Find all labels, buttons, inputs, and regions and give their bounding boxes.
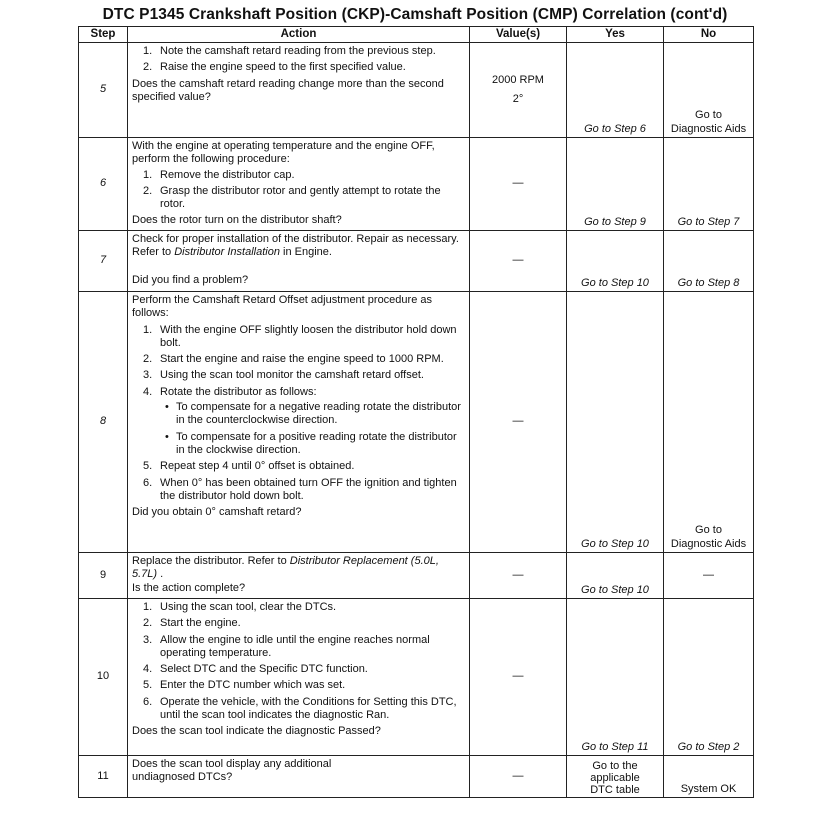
bullet-list [160, 401, 465, 457]
step-question: Does the rotor turn on the distributor shaft? [132, 214, 342, 227]
procedure-list [132, 45, 465, 75]
step-intro: Perform the Camshaft Retard Offset adjustment procedure as follows: [132, 294, 432, 320]
value-cell: — [470, 292, 567, 553]
step-number: 10 [79, 599, 128, 756]
procedure-item: 6. Operate the vehicle, with the Conditions for Setting this DTC, until the scan tool indicates the diagnostic Ran. [143, 695, 457, 722]
step-question: Does the scan tool indicate the diagnostic Passed? [132, 725, 381, 738]
procedure-item: 3. Using the scan tool monitor the camshaft retard offset. [143, 369, 424, 382]
header-no: No [664, 27, 754, 43]
value-cell: — [470, 756, 567, 798]
action-cell [128, 231, 470, 292]
reference-link: Distributor Installation [174, 246, 280, 259]
action-cell [128, 553, 470, 599]
yes-result: Go to Step 9 [567, 138, 664, 231]
procedure-item: 4. Select DTC and the Specific DTC function. [143, 663, 368, 676]
yes-result: Go to Step 10 [567, 553, 664, 599]
procedure-list [132, 324, 465, 504]
procedure-item: 6. When 0° has been obtained turn OFF the ignition and tighten the distributor hold down bolt. [143, 476, 457, 502]
step-row-9 [79, 553, 754, 599]
no-result: Go to Diagnostic Aids [664, 292, 754, 553]
step-question: Is the action complete? [132, 581, 246, 594]
value-cell: — [470, 138, 567, 231]
value-cell [470, 43, 567, 138]
procedure-item: 1. With the engine OFF slightly loosen the distributor hold down bolt. [143, 323, 457, 349]
no-result: Go to Step 2 [664, 599, 754, 756]
step-number: 9 [79, 553, 128, 599]
procedure-item: 3. Allow the engine to idle until the engine reaches normal operating temperature. [143, 633, 430, 659]
step-number: 11 [79, 756, 128, 798]
dtc-table [78, 26, 754, 798]
procedure-list [132, 601, 465, 722]
header-values: Value(s) [470, 27, 567, 43]
procedure-item: 1. Using the scan tool, clear the DTCs. [143, 601, 337, 613]
no-result: Go to Diagnostic Aids [664, 43, 754, 138]
value-cell: — [470, 553, 567, 599]
procedure-item: 2. Raise the engine speed to the first specified value. [143, 61, 406, 74]
no-result: — [664, 553, 754, 599]
reference-link: Distributor Replacement (5.0L, 5.7L) [132, 555, 439, 581]
no-result: Go to Step 7 [664, 138, 754, 231]
procedure-item: 5. Enter the DTC number which was set. [143, 679, 346, 692]
yes-result: Go to Step 10 [567, 231, 664, 292]
step-row-10 [79, 599, 754, 756]
procedure-item: 4. Rotate the distributor as follows: • To compensate for a negative reading rotate the distributor in the counterclockwise direction. • To compensate for a positive reading rotate the distributor in the clockwise direction. [132, 386, 465, 457]
action-cell [128, 599, 470, 756]
yes-result: Go to Step 6 [567, 43, 664, 138]
step-question: Did you obtain 0° camshaft retard? [132, 506, 302, 519]
step-question: Does the camshaft retard reading change more than the second specified value? [132, 77, 444, 103]
step-row-11 [79, 756, 754, 798]
header-yes: Yes [567, 27, 664, 43]
header-step: Step [79, 27, 128, 43]
step-number: 6 [79, 138, 128, 231]
no-result: Go to Step 8 [664, 231, 754, 292]
step-question: Does the scan tool display any additional undiagnosed DTCs? [132, 758, 332, 784]
yes-result: Go to Step 10 [567, 292, 664, 553]
step-number: 7 [79, 231, 128, 292]
value-line: 2° [512, 92, 524, 105]
step-number: 5 [79, 43, 128, 138]
procedure-list [132, 169, 465, 212]
step-intro: Check for proper installation of the distributor. Repair as necessary. Refer to Distributor Installation in Engine. [132, 233, 459, 259]
action-cell [128, 756, 470, 798]
procedure-item: 2. Grasp the distributor rotor and gently attempt to rotate the rotor. [143, 184, 441, 211]
header-row [79, 27, 754, 43]
yes-result: Go to the applicable DTC table [567, 756, 664, 798]
step-number: 8 [79, 292, 128, 553]
action-cell [128, 43, 470, 138]
step-intro: With the engine at operating temperature and the engine OFF, perform the following procedure: [132, 140, 435, 166]
step-row-5 [79, 43, 754, 138]
step-row-7 [79, 231, 754, 292]
no-result: System OK [664, 756, 754, 798]
step-question: Did you find a problem? [132, 273, 249, 286]
step-row-8 [79, 292, 754, 553]
yes-result: Go to Step 11 [567, 599, 664, 756]
procedure-item: 1. Remove the distributor cap. [143, 168, 295, 181]
procedure-item: 1. Note the camshaft retard reading from the previous step. [143, 45, 436, 57]
header-action: Action [128, 27, 470, 43]
procedure-item: 2. Start the engine and raise the engine speed to 1000 RPM. [143, 353, 444, 366]
bullet-item: • To compensate for a negative reading rotate the distributor in the counterclockwise direction. [165, 401, 461, 427]
action-cell [128, 292, 470, 553]
action-cell [128, 138, 470, 231]
value-line: 2000 RPM [492, 74, 544, 87]
procedure-item: 2. Start the engine. [143, 617, 241, 630]
step-row-6 [79, 138, 754, 231]
procedure-item: 5. Repeat step 4 until 0° offset is obtained. [143, 460, 355, 473]
value-cell: — [470, 599, 567, 756]
step-intro: Replace the distributor. Refer to Distributor Replacement (5.0L, 5.7L) . [132, 555, 439, 581]
page-title: DTC P1345 Crankshaft Position (CKP)-Camshaft Position (CMP) Correlation (cont'd) [102, 6, 728, 23]
value-cell: — [470, 231, 567, 292]
bullet-item: • To compensate for a positive reading rotate the distributor in the clockwise direction. [165, 430, 457, 456]
